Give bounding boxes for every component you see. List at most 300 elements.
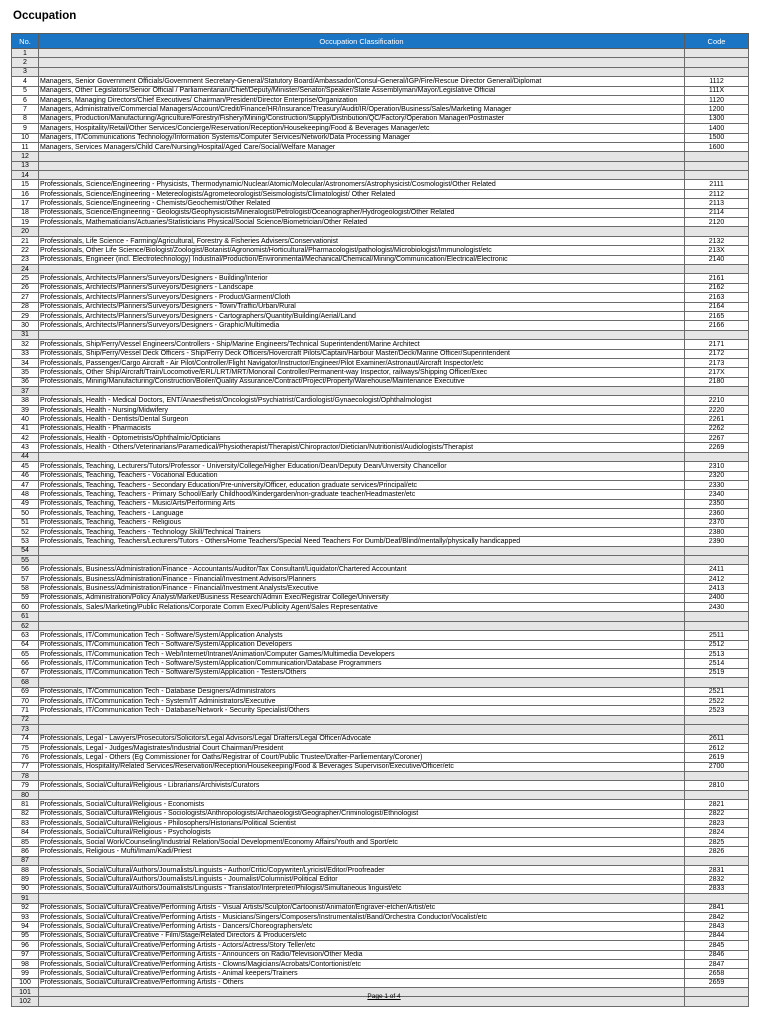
occupation-classification: Professionals, Architects/Planners/Surveyors/Designers - Product/Garment/Cloth bbox=[39, 293, 685, 302]
occupation-classification bbox=[39, 612, 685, 621]
row-number: 48 bbox=[12, 490, 39, 499]
table-row bbox=[12, 49, 749, 58]
occupation-code: 1200 bbox=[685, 105, 749, 114]
occupation-code: 217X bbox=[685, 368, 749, 377]
table-row bbox=[12, 443, 749, 452]
row-number: 63 bbox=[12, 631, 39, 640]
table-row bbox=[12, 743, 749, 752]
table-row bbox=[12, 387, 749, 396]
row-number: 51 bbox=[12, 518, 39, 527]
occupation-classification: Professionals, Architects/Planners/Surveyors/Designers - Graphic/Multimedia bbox=[39, 321, 685, 330]
row-number: 73 bbox=[12, 725, 39, 734]
occupation-code: 2523 bbox=[685, 706, 749, 715]
table-row bbox=[12, 593, 749, 602]
row-number: 43 bbox=[12, 443, 39, 452]
occupation-code: 2810 bbox=[685, 781, 749, 790]
occupation-classification: Professionals, Hospitality/Related Services/Reservation/Reception/Housekeeping/Food & Beverages Supervisor/Executive/Officer/etc bbox=[39, 762, 685, 771]
occupation-classification: Professionals, Mathematicians/Actuaries/Statisticians Physical/Social Science/Biometrician/Other Related bbox=[39, 218, 685, 227]
occupation-code: 2390 bbox=[685, 537, 749, 546]
occupation-code: 2220 bbox=[685, 405, 749, 414]
occupation-code: 2822 bbox=[685, 809, 749, 818]
occupation-classification: Managers, Other Legislators/Senior Official / Parliamentarian/Chief/Deputy/Minister/Senator/Speaker/State Assemblyman/Mayor/Legislative Official bbox=[39, 86, 685, 95]
occupation-code: 2360 bbox=[685, 509, 749, 518]
table-row bbox=[12, 612, 749, 621]
occupation-code: 1300 bbox=[685, 114, 749, 123]
occupation-code: 2162 bbox=[685, 283, 749, 292]
column-header-classification: Occupation Classification bbox=[39, 34, 685, 49]
occupation-classification: Professionals, IT/Communication Tech - System/IT Administrators/Executive bbox=[39, 696, 685, 705]
row-number: 10 bbox=[12, 133, 39, 142]
table-row bbox=[12, 696, 749, 705]
row-number: 102 bbox=[12, 997, 39, 1006]
row-number: 39 bbox=[12, 405, 39, 414]
row-number: 101 bbox=[12, 988, 39, 997]
occupation-code: 2161 bbox=[685, 274, 749, 283]
occupation-classification: Managers, Hospitality/Retail/Other Services/Concierge/Reservation/Reception/Housekeeping/Food & Beverages Manager/etc bbox=[39, 124, 685, 133]
occupation-classification: Professionals, Health - Optometrists/Ophthalmic/Opticians bbox=[39, 434, 685, 443]
table-row bbox=[12, 330, 749, 339]
row-number: 83 bbox=[12, 819, 39, 828]
row-number: 49 bbox=[12, 499, 39, 508]
occupation-classification: Professionals, Social/Cultural/Creative/Performing Artists - Announcers on Radio/Television/Other Media bbox=[39, 950, 685, 959]
occupation-code: 2262 bbox=[685, 424, 749, 433]
occupation-code: 2370 bbox=[685, 518, 749, 527]
occupation-code: 1400 bbox=[685, 124, 749, 133]
row-number: 76 bbox=[12, 753, 39, 762]
occupation-code bbox=[685, 612, 749, 621]
table-row bbox=[12, 480, 749, 489]
row-number: 35 bbox=[12, 368, 39, 377]
occupation-code: 2514 bbox=[685, 659, 749, 668]
table-row bbox=[12, 734, 749, 743]
occupation-classification: Professionals, Teaching, Teachers - Technology Skill/Technical Trainers bbox=[39, 527, 685, 536]
table-row bbox=[12, 302, 749, 311]
occupation-classification: Professionals, Teaching, Teachers/Lecturers/Tutors - Others/Home Teachers/Special Need Teachers For Dumb/Deaf/Blind/mentally/physically handicapped bbox=[39, 537, 685, 546]
occupation-classification: Professionals, Social/Cultural/Creative/Performing Artists - Animal keepers/Trainers bbox=[39, 969, 685, 978]
row-number: 36 bbox=[12, 377, 39, 386]
row-number: 89 bbox=[12, 875, 39, 884]
occupation-code bbox=[685, 387, 749, 396]
occupation-code: 2267 bbox=[685, 434, 749, 443]
occupation-classification: Professionals, Ship/Ferry/Vessel Deck Officers - Ship/Ferry Deck Officers/Hovercraft Pilots/Captain/Harbour Master/Deck/Marine Officer/Superintendent bbox=[39, 349, 685, 358]
occupation-classification: Professionals, Science/Engineering - Physicists, Thermodynamic/Nuclear/Atomic/Molecular/Astronomers/Astrophysicist/Cosmologist/Other Related bbox=[39, 180, 685, 189]
table-row bbox=[12, 189, 749, 198]
row-number: 82 bbox=[12, 809, 39, 818]
row-number: 88 bbox=[12, 865, 39, 874]
row-number: 53 bbox=[12, 537, 39, 546]
occupation-classification: Professionals, Administration/Policy Analyst/Market/Business Research/Admin Exec/Registrar College/University bbox=[39, 593, 685, 602]
row-number: 90 bbox=[12, 884, 39, 893]
occupation-code bbox=[685, 621, 749, 630]
table-row bbox=[12, 105, 749, 114]
row-number: 8 bbox=[12, 114, 39, 123]
table-row bbox=[12, 950, 749, 959]
occupation-classification: Professionals, Passenger/Cargo Aircraft - Air Pilot/Controller/Flight Navigator/Instructor/Engineer/Pilot Examiner/Astronaut/Aircraft Inspector/etc bbox=[39, 358, 685, 367]
occupation-classification bbox=[39, 171, 685, 180]
table-row bbox=[12, 340, 749, 349]
row-number: 26 bbox=[12, 283, 39, 292]
table-row bbox=[12, 753, 749, 762]
row-number: 31 bbox=[12, 330, 39, 339]
occupation-code: 2513 bbox=[685, 650, 749, 659]
occupation-code: 1500 bbox=[685, 133, 749, 142]
table-row bbox=[12, 819, 749, 828]
row-number: 3 bbox=[12, 67, 39, 76]
occupation-classification: Professionals, Teaching, Teachers - Secondary Education/Pre-university/Officer, education graduate services/Principal/etc bbox=[39, 480, 685, 489]
table-row bbox=[12, 659, 749, 668]
occupation-classification bbox=[39, 67, 685, 76]
table-row bbox=[12, 725, 749, 734]
occupation-code: 2269 bbox=[685, 443, 749, 452]
occupation-classification: Professionals, Life Science - Farming/Agricultural, Forestry & Fisheries Advisers/Conservationist bbox=[39, 236, 685, 245]
occupation-code: 2611 bbox=[685, 734, 749, 743]
row-number: 30 bbox=[12, 321, 39, 330]
row-number: 23 bbox=[12, 255, 39, 264]
table-row bbox=[12, 171, 749, 180]
occupation-code: 2825 bbox=[685, 837, 749, 846]
row-number: 46 bbox=[12, 471, 39, 480]
occupation-code: 2845 bbox=[685, 941, 749, 950]
table-row bbox=[12, 199, 749, 208]
column-header-code: Code bbox=[685, 34, 749, 49]
occupation-code bbox=[685, 264, 749, 273]
table-row bbox=[12, 847, 749, 856]
row-number: 87 bbox=[12, 856, 39, 865]
occupation-code: 2658 bbox=[685, 969, 749, 978]
occupation-code bbox=[685, 894, 749, 903]
occupation-code: 2320 bbox=[685, 471, 749, 480]
table-row bbox=[12, 180, 749, 189]
occupation-classification: Professionals, Social/Cultural/Religious - Philosophers/Historians/Political Scientist bbox=[39, 819, 685, 828]
row-number: 64 bbox=[12, 640, 39, 649]
occupation-code: 1120 bbox=[685, 95, 749, 104]
occupation-classification: Professionals, Social/Cultural/Religious - Economists bbox=[39, 800, 685, 809]
table-row bbox=[12, 77, 749, 86]
table-row bbox=[12, 405, 749, 414]
table-row bbox=[12, 349, 749, 358]
row-number: 33 bbox=[12, 349, 39, 358]
table-header bbox=[12, 34, 749, 49]
occupation-classification: Professionals, Sales/Marketing/Public Relations/Corporate Comm Exec/Publicity Agent/Sales Representative bbox=[39, 603, 685, 612]
occupation-code bbox=[685, 161, 749, 170]
table-row bbox=[12, 640, 749, 649]
table-row bbox=[12, 781, 749, 790]
row-number: 12 bbox=[12, 152, 39, 161]
row-number: 11 bbox=[12, 142, 39, 151]
occupation-code: 2430 bbox=[685, 603, 749, 612]
row-number: 94 bbox=[12, 922, 39, 931]
occupation-classification: Professionals, IT/Communication Tech - Database Designers/Administrators bbox=[39, 687, 685, 696]
occupation-classification bbox=[39, 621, 685, 630]
occupation-classification: Professionals, Mining/Manufacturing/Construction/Boiler/Quality Assurance/Contract/Project/Property/Warehouse/Maintenance Executive bbox=[39, 377, 685, 386]
table-row bbox=[12, 650, 749, 659]
occupation-classification: Professionals, Health - Pharmacists bbox=[39, 424, 685, 433]
occupation-code: 2340 bbox=[685, 490, 749, 499]
occupation-code: 2111 bbox=[685, 180, 749, 189]
occupation-classification: Professionals, IT/Communication Tech - Software/System/Application - Testers/Others bbox=[39, 668, 685, 677]
occupation-classification: Professionals, Social/Cultural/Creative/Performing Artists - Visual Artists/Sculptor/Cartoonist/Animator/Engraver-etcher/Artist/etc bbox=[39, 903, 685, 912]
row-number: 44 bbox=[12, 452, 39, 461]
row-number: 14 bbox=[12, 171, 39, 180]
row-number: 16 bbox=[12, 189, 39, 198]
table-row bbox=[12, 603, 749, 612]
row-number: 4 bbox=[12, 77, 39, 86]
table-row bbox=[12, 274, 749, 283]
occupation-classification: Managers, Production/Manufacturing/Agriculture/Forestry/Fishery/Mining/Construction/Supply/Distribution/QC/Factory/Operation Manager/Postmaster bbox=[39, 114, 685, 123]
occupation-classification: Professionals, Social Work/Counseling/Industrial Relation/Social Development/Economy Affairs/Youth and Sport/etc bbox=[39, 837, 685, 846]
occupation-classification: Professionals, IT/Communication Tech - Software/System/Application/Communication/Database Programmers bbox=[39, 659, 685, 668]
table-row bbox=[12, 668, 749, 677]
table-row bbox=[12, 264, 749, 273]
occupation-code: 2411 bbox=[685, 565, 749, 574]
row-number: 65 bbox=[12, 650, 39, 659]
occupation-classification bbox=[39, 856, 685, 865]
occupation-code: 2210 bbox=[685, 396, 749, 405]
occupation-classification: Managers, Managing Directors/Chief Executives/ Chairman/President/Director Enterprise/Organization bbox=[39, 95, 685, 104]
table-row bbox=[12, 931, 749, 940]
table-row bbox=[12, 499, 749, 508]
occupation-code: 2261 bbox=[685, 415, 749, 424]
occupation-code bbox=[685, 556, 749, 565]
row-number: 86 bbox=[12, 847, 39, 856]
row-number: 20 bbox=[12, 227, 39, 236]
row-number: 32 bbox=[12, 340, 39, 349]
occupation-code bbox=[685, 452, 749, 461]
row-number: 62 bbox=[12, 621, 39, 630]
occupation-classification: Professionals, Health - Dentists/Dental Surgeon bbox=[39, 415, 685, 424]
occupation-code bbox=[685, 67, 749, 76]
occupation-classification: Professionals, Teaching, Lecturers/Tutors/Professor - University/College/Higher Education/Dean/Deputy Dean/Unversity Chancellor bbox=[39, 462, 685, 471]
row-number: 19 bbox=[12, 218, 39, 227]
occupation-classification: Professionals, IT/Communication Tech - Database/Network - Security Specialist/Others bbox=[39, 706, 685, 715]
row-number: 66 bbox=[12, 659, 39, 668]
row-number: 17 bbox=[12, 199, 39, 208]
row-number: 56 bbox=[12, 565, 39, 574]
row-number: 55 bbox=[12, 556, 39, 565]
occupation-code: 213X bbox=[685, 246, 749, 255]
occupation-code: 2163 bbox=[685, 293, 749, 302]
row-number: 5 bbox=[12, 86, 39, 95]
row-number: 22 bbox=[12, 246, 39, 255]
table-row bbox=[12, 58, 749, 67]
table-row bbox=[12, 471, 749, 480]
table-row bbox=[12, 978, 749, 987]
occupation-classification: Professionals, Religious - Mufti/Imam/Kadi/Priest bbox=[39, 847, 685, 856]
occupation-classification bbox=[39, 894, 685, 903]
occupation-code bbox=[685, 725, 749, 734]
occupation-classification: Professionals, IT/Communication Tech - Software/System/Application Analysts bbox=[39, 631, 685, 640]
row-number: 59 bbox=[12, 593, 39, 602]
row-number: 45 bbox=[12, 462, 39, 471]
occupation-code: 2132 bbox=[685, 236, 749, 245]
occupation-code: 2120 bbox=[685, 218, 749, 227]
table-row bbox=[12, 800, 749, 809]
row-number: 52 bbox=[12, 527, 39, 536]
occupation-classification: Professionals, Social/Cultural/Authors/Journalists/Linguists - Journalist/Columnist/Political Editor bbox=[39, 875, 685, 884]
occupation-classification bbox=[39, 790, 685, 799]
occupation-code: 1112 bbox=[685, 77, 749, 86]
occupation-classification: Professionals, Health - Others/Veterinarians/Paramedical/Physiotherapist/Therapist/Chiropractor/Dietician/Nutritionist/Audiologists/Therapist bbox=[39, 443, 685, 452]
occupation-code: 2843 bbox=[685, 922, 749, 931]
occupation-classification: Professionals, Social/Cultural/Creative/Performing Artists - Others bbox=[39, 978, 685, 987]
table-row bbox=[12, 396, 749, 405]
occupation-classification: Professionals, Social/Cultural/Religious - Librarians/Archivists/Curators bbox=[39, 781, 685, 790]
row-number: 93 bbox=[12, 912, 39, 921]
occupation-classification bbox=[39, 227, 685, 236]
row-number: 29 bbox=[12, 311, 39, 320]
occupation-classification: Professionals, Business/Administration/Finance - Financial/Investment Analysts/Executive bbox=[39, 584, 685, 593]
row-number: 1 bbox=[12, 49, 39, 58]
table-row bbox=[12, 715, 749, 724]
occupation-classification: Professionals, Science/Engineering - Geologists/Geophysicists/Mineralogist/Petrologist/Oceanographer/Hydrogeologist/Other Related bbox=[39, 208, 685, 217]
table-row bbox=[12, 903, 749, 912]
occupation-classification: Managers, Administrative/Commercial Managers/Account/Credit/Finance/HR/Insurance/Treasury/Audit/IR/Operation/Business/Sales/Marketing Manager bbox=[39, 105, 685, 114]
occupation-code: 2350 bbox=[685, 499, 749, 508]
occupation-code: 2700 bbox=[685, 762, 749, 771]
occupation-code: 2841 bbox=[685, 903, 749, 912]
row-number: 25 bbox=[12, 274, 39, 283]
occupation-code: 2833 bbox=[685, 884, 749, 893]
occupation-classification: Managers, Services Managers/Child Care/Nursing/Hospital/Aged Care/Social/Welfare Manager bbox=[39, 142, 685, 151]
table-row bbox=[12, 527, 749, 536]
occupation-classification bbox=[39, 161, 685, 170]
occupation-classification: Professionals, Teaching, Teachers - Religious bbox=[39, 518, 685, 527]
table-row bbox=[12, 218, 749, 227]
table-row bbox=[12, 462, 749, 471]
occupation-classification: Professionals, Teaching, Teachers - Music/Arts/Performing Arts bbox=[39, 499, 685, 508]
row-number: 34 bbox=[12, 358, 39, 367]
row-number: 98 bbox=[12, 959, 39, 968]
occupation-classification: Professionals, Architects/Planners/Surveyors/Designers - Town/Traffic/Urban/Rural bbox=[39, 302, 685, 311]
occupation-code bbox=[685, 678, 749, 687]
table-row bbox=[12, 368, 749, 377]
occupation-code bbox=[685, 171, 749, 180]
occupation-classification: Professionals, Social/Cultural/Creative/Performing Artists - Clowns/Magicians/Acrobats/Contortionist/etc bbox=[39, 959, 685, 968]
table-row bbox=[12, 959, 749, 968]
table-row bbox=[12, 574, 749, 583]
table-row bbox=[12, 884, 749, 893]
occupation-code: 2180 bbox=[685, 377, 749, 386]
table-row bbox=[12, 772, 749, 781]
row-number: 79 bbox=[12, 781, 39, 790]
occupation-classification: Professionals, Architects/Planners/Surveyors/Designers - Cartographers/Quantity/Building/Aerial/Land bbox=[39, 311, 685, 320]
table-row bbox=[12, 912, 749, 921]
occupation-classification bbox=[39, 330, 685, 339]
occupation-classification: Professionals, Social/Cultural/Creative/Performing Artists - Musicians/Singers/Composers/Instrumentalist/Band/Orchestra Conductor/Vocalist/etc bbox=[39, 912, 685, 921]
table-row bbox=[12, 922, 749, 931]
row-number: 54 bbox=[12, 546, 39, 555]
occupation-classification bbox=[39, 387, 685, 396]
occupation-code bbox=[685, 856, 749, 865]
occupation-code: 2172 bbox=[685, 349, 749, 358]
occupation-classification: Professionals, Architects/Planners/Surveyors/Designers - Landscape bbox=[39, 283, 685, 292]
row-number: 95 bbox=[12, 931, 39, 940]
occupation-code: 2171 bbox=[685, 340, 749, 349]
column-header-no: No. bbox=[12, 34, 39, 49]
table-row bbox=[12, 321, 749, 330]
occupation-code bbox=[685, 772, 749, 781]
occupation-code: 2824 bbox=[685, 828, 749, 837]
row-number: 50 bbox=[12, 509, 39, 518]
occupation-code: 2847 bbox=[685, 959, 749, 968]
occupation-code: 2140 bbox=[685, 255, 749, 264]
row-number: 97 bbox=[12, 950, 39, 959]
occupation-classification: Managers, IT/Communications Technology/Information Systems/Computer Services/Network/Data Processing Manager bbox=[39, 133, 685, 142]
row-number: 38 bbox=[12, 396, 39, 405]
occupation-code bbox=[685, 546, 749, 555]
table-row bbox=[12, 941, 749, 950]
occupation-classification: Professionals, Social/Cultural/Religious - Psychologists bbox=[39, 828, 685, 837]
row-number: 81 bbox=[12, 800, 39, 809]
row-number: 80 bbox=[12, 790, 39, 799]
occupation-code: 2842 bbox=[685, 912, 749, 921]
table-row bbox=[12, 452, 749, 461]
row-number: 91 bbox=[12, 894, 39, 903]
occupation-code: 2173 bbox=[685, 358, 749, 367]
table-row bbox=[12, 255, 749, 264]
row-number: 96 bbox=[12, 941, 39, 950]
table-row bbox=[12, 490, 749, 499]
table-row bbox=[12, 856, 749, 865]
occupation-classification: Professionals, Science/Engineering - Metereologists/Agrometeorologist/Seismologists/Climatologist/ Other Related bbox=[39, 189, 685, 198]
occupation-code: 1600 bbox=[685, 142, 749, 151]
occupation-code: 2380 bbox=[685, 527, 749, 536]
row-number: 84 bbox=[12, 828, 39, 837]
table-row bbox=[12, 790, 749, 799]
table-row bbox=[12, 208, 749, 217]
table-row bbox=[12, 762, 749, 771]
occupation-code: 2521 bbox=[685, 687, 749, 696]
occupation-code: 2659 bbox=[685, 978, 749, 987]
table-row bbox=[12, 358, 749, 367]
row-number: 57 bbox=[12, 574, 39, 583]
table-row bbox=[12, 142, 749, 151]
occupation-code: 111X bbox=[685, 86, 749, 95]
occupation-classification: Professionals, Health - Medical Doctors, ENT/Anaesthetist/Oncologist/Psychiatrist/Cardiologist/Gynaecologist/Ophthalmologist bbox=[39, 396, 685, 405]
occupation-classification: Professionals, Social/Cultural/Authors/Journalists/Linguists - Author/Critic/Copywriter/Lyricist/Editor/Proofreader bbox=[39, 865, 685, 874]
row-number: 67 bbox=[12, 668, 39, 677]
table-row bbox=[12, 809, 749, 818]
table-row bbox=[12, 293, 749, 302]
occupation-classification bbox=[39, 725, 685, 734]
table-row bbox=[12, 86, 749, 95]
occupation-code: 2165 bbox=[685, 311, 749, 320]
row-number: 58 bbox=[12, 584, 39, 593]
occupation-code: 2330 bbox=[685, 480, 749, 489]
occupation-code: 2413 bbox=[685, 584, 749, 593]
occupation-classification bbox=[39, 58, 685, 67]
row-number: 27 bbox=[12, 293, 39, 302]
occupation-classification: Professionals, Engineer (incl. Electrotechnology) Industrial/Production/Environmental/Mechanical/Chemical/Mining/Communication/Electrical/Electronic bbox=[39, 255, 685, 264]
table-row bbox=[12, 161, 749, 170]
occupation-classification: Professionals, Teaching, Teachers - Primary School/Early Childhood/Kindergarden/non-graduate teacher/Headmaster/etc bbox=[39, 490, 685, 499]
occupation-classification: Professionals, Business/Administration/Finance - Financial/Investment Advisors/Planners bbox=[39, 574, 685, 583]
occupation-classification: Professionals, Social/Cultural/Creative - Film/Stage/Related Directors & Producers/etc bbox=[39, 931, 685, 940]
occupation-classification: Professionals, Teaching, Teachers - Vocational Education bbox=[39, 471, 685, 480]
page-title: Occupation bbox=[13, 10, 77, 22]
row-number: 71 bbox=[12, 706, 39, 715]
occupation-classification: Professionals, Social/Cultural/Creative/Performing Artists - Actors/Actress/Story Teller/etc bbox=[39, 941, 685, 950]
occupation-code: 2831 bbox=[685, 865, 749, 874]
occupation-code: 2821 bbox=[685, 800, 749, 809]
occupation-classification: Professionals, Legal - Lawyers/Prosecutors/Solicitors/Legal Advisors/Legal Drafters/Legal Officer/Advocate bbox=[39, 734, 685, 743]
table-body bbox=[12, 49, 749, 1007]
occupation-classification: Professionals, Other Ship/Aircraft/Train/Locomotive/ERL/LRT/MRT/Monorail Controller/Permanent-way Inspector, railways/Shipping Officer/Exec bbox=[39, 368, 685, 377]
table-row bbox=[12, 828, 749, 837]
row-number: 72 bbox=[12, 715, 39, 724]
row-number: 60 bbox=[12, 603, 39, 612]
occupation-code: 2512 bbox=[685, 640, 749, 649]
